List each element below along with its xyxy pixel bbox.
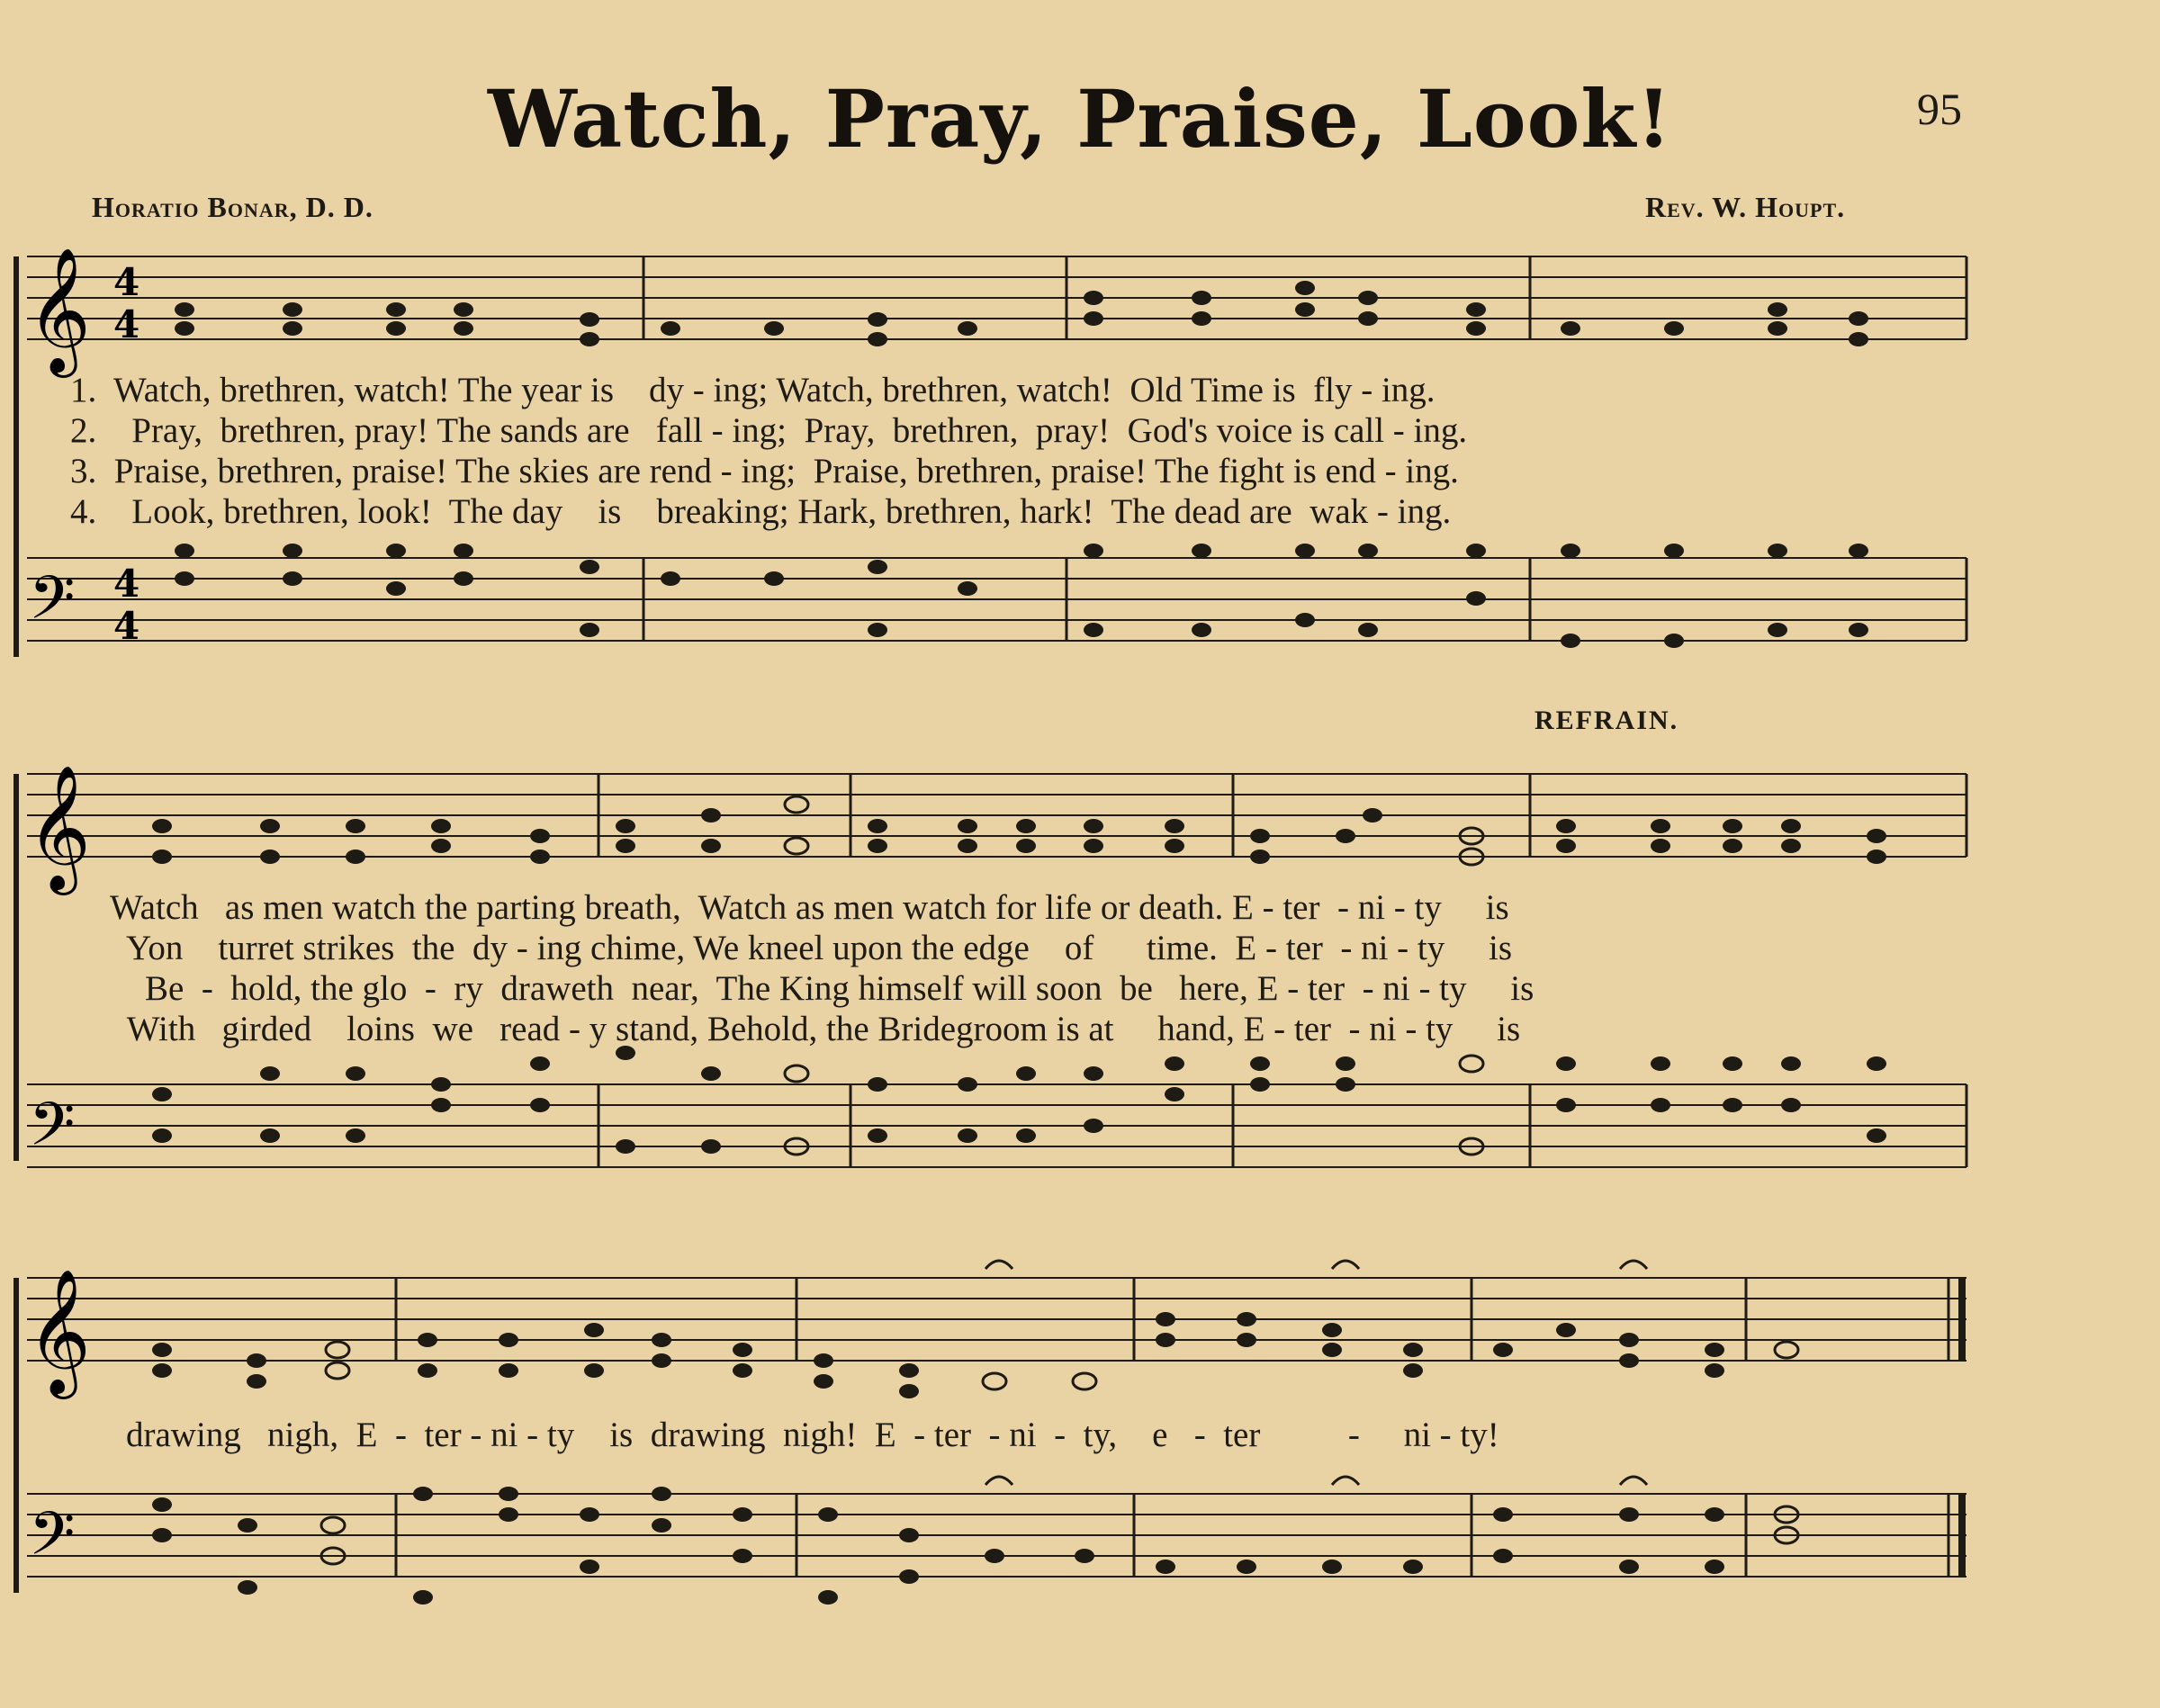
bass-staff-1	[27, 558, 1966, 641]
bass-clef-icon: 𝄢	[29, 1090, 76, 1173]
hymn-title: Watch, Pray, Praise, Look!	[488, 72, 1672, 166]
verse-1-lyrics: 1. Watch, brethren, watch! The year is dy - ing; Watch, brethren, watch! Old Time is fly - ing.	[70, 371, 1436, 409]
lyricist-credit: Horatio Bonar, D. D.	[92, 191, 374, 223]
verse-4-lyrics: 4. Look, brethren, look! The day is breaking; Hark, brethren, hark! The dead are wak - ing.	[70, 492, 1452, 531]
final-barline	[1948, 1278, 1962, 1577]
composer-credit: Rev. W. Houpt.	[1645, 191, 1846, 223]
treble-staff-2	[27, 774, 1966, 857]
treble-clef-icon: 𝄞	[27, 765, 91, 890]
bass-notes-3	[152, 1487, 1798, 1605]
treble-clef-icon: 𝄞	[27, 1269, 91, 1394]
bass-clef-icon: 𝄢	[29, 563, 76, 647]
refrain-lyrics-4: With girded loins we read - y stand, Behold, the Bridegroom is at hand, E - ter - ni - ty is	[110, 1010, 1521, 1048]
final-line-lyrics: drawing nigh, E - ter - ni - ty is drawing nigh! E - ter - ni - ty, e - ter - ni - ty!	[126, 1416, 1499, 1454]
treble-staff-3	[27, 1278, 1966, 1361]
refrain-lyrics-3: Be - hold, the glo - ry draweth near, The King himself will soon be here, E - ter - ni - ty is	[110, 969, 1534, 1008]
bass-notes-2	[152, 1046, 1886, 1155]
treble-clef-icon: 𝄞	[27, 247, 91, 373]
bass-staff-3	[27, 1494, 1966, 1577]
time-signature-bottom: 4	[113, 302, 140, 346]
bass-clef-icon: 𝄢	[29, 1499, 76, 1583]
treble-notes-2	[152, 796, 1886, 865]
time-signature-bottom: 4	[113, 604, 140, 648]
treble-notes-3	[152, 1312, 1798, 1398]
time-signature-top: 4	[113, 562, 140, 606]
bass-notes-1	[175, 544, 1868, 648]
refrain-label: REFRAIN.	[1534, 706, 1679, 735]
verse-3-lyrics: 3. Praise, brethren, praise! The skies are rend - ing; Praise, brethren, praise! The fight is end - ing.	[70, 452, 1459, 490]
refrain-lyrics-2: Yon turret strikes the dy - ing chime, We kneel upon the edge of time. E - ter - ni - ty is	[110, 929, 1513, 967]
refrain-lyrics-1: Watch as men watch the parting breath, Watch as men watch for life or death. E - ter - ni - ty is	[110, 888, 1509, 927]
time-signature-top: 4	[113, 260, 140, 304]
verse-2-lyrics: 2. Pray, brethren, pray! The sands are fall - ing; Pray, brethren, pray! God's voice is call - ing.	[70, 411, 1468, 450]
treble-notes-1	[175, 281, 1868, 346]
bass-staff-2	[27, 1084, 1966, 1167]
page-number: 95	[1917, 84, 1962, 134]
